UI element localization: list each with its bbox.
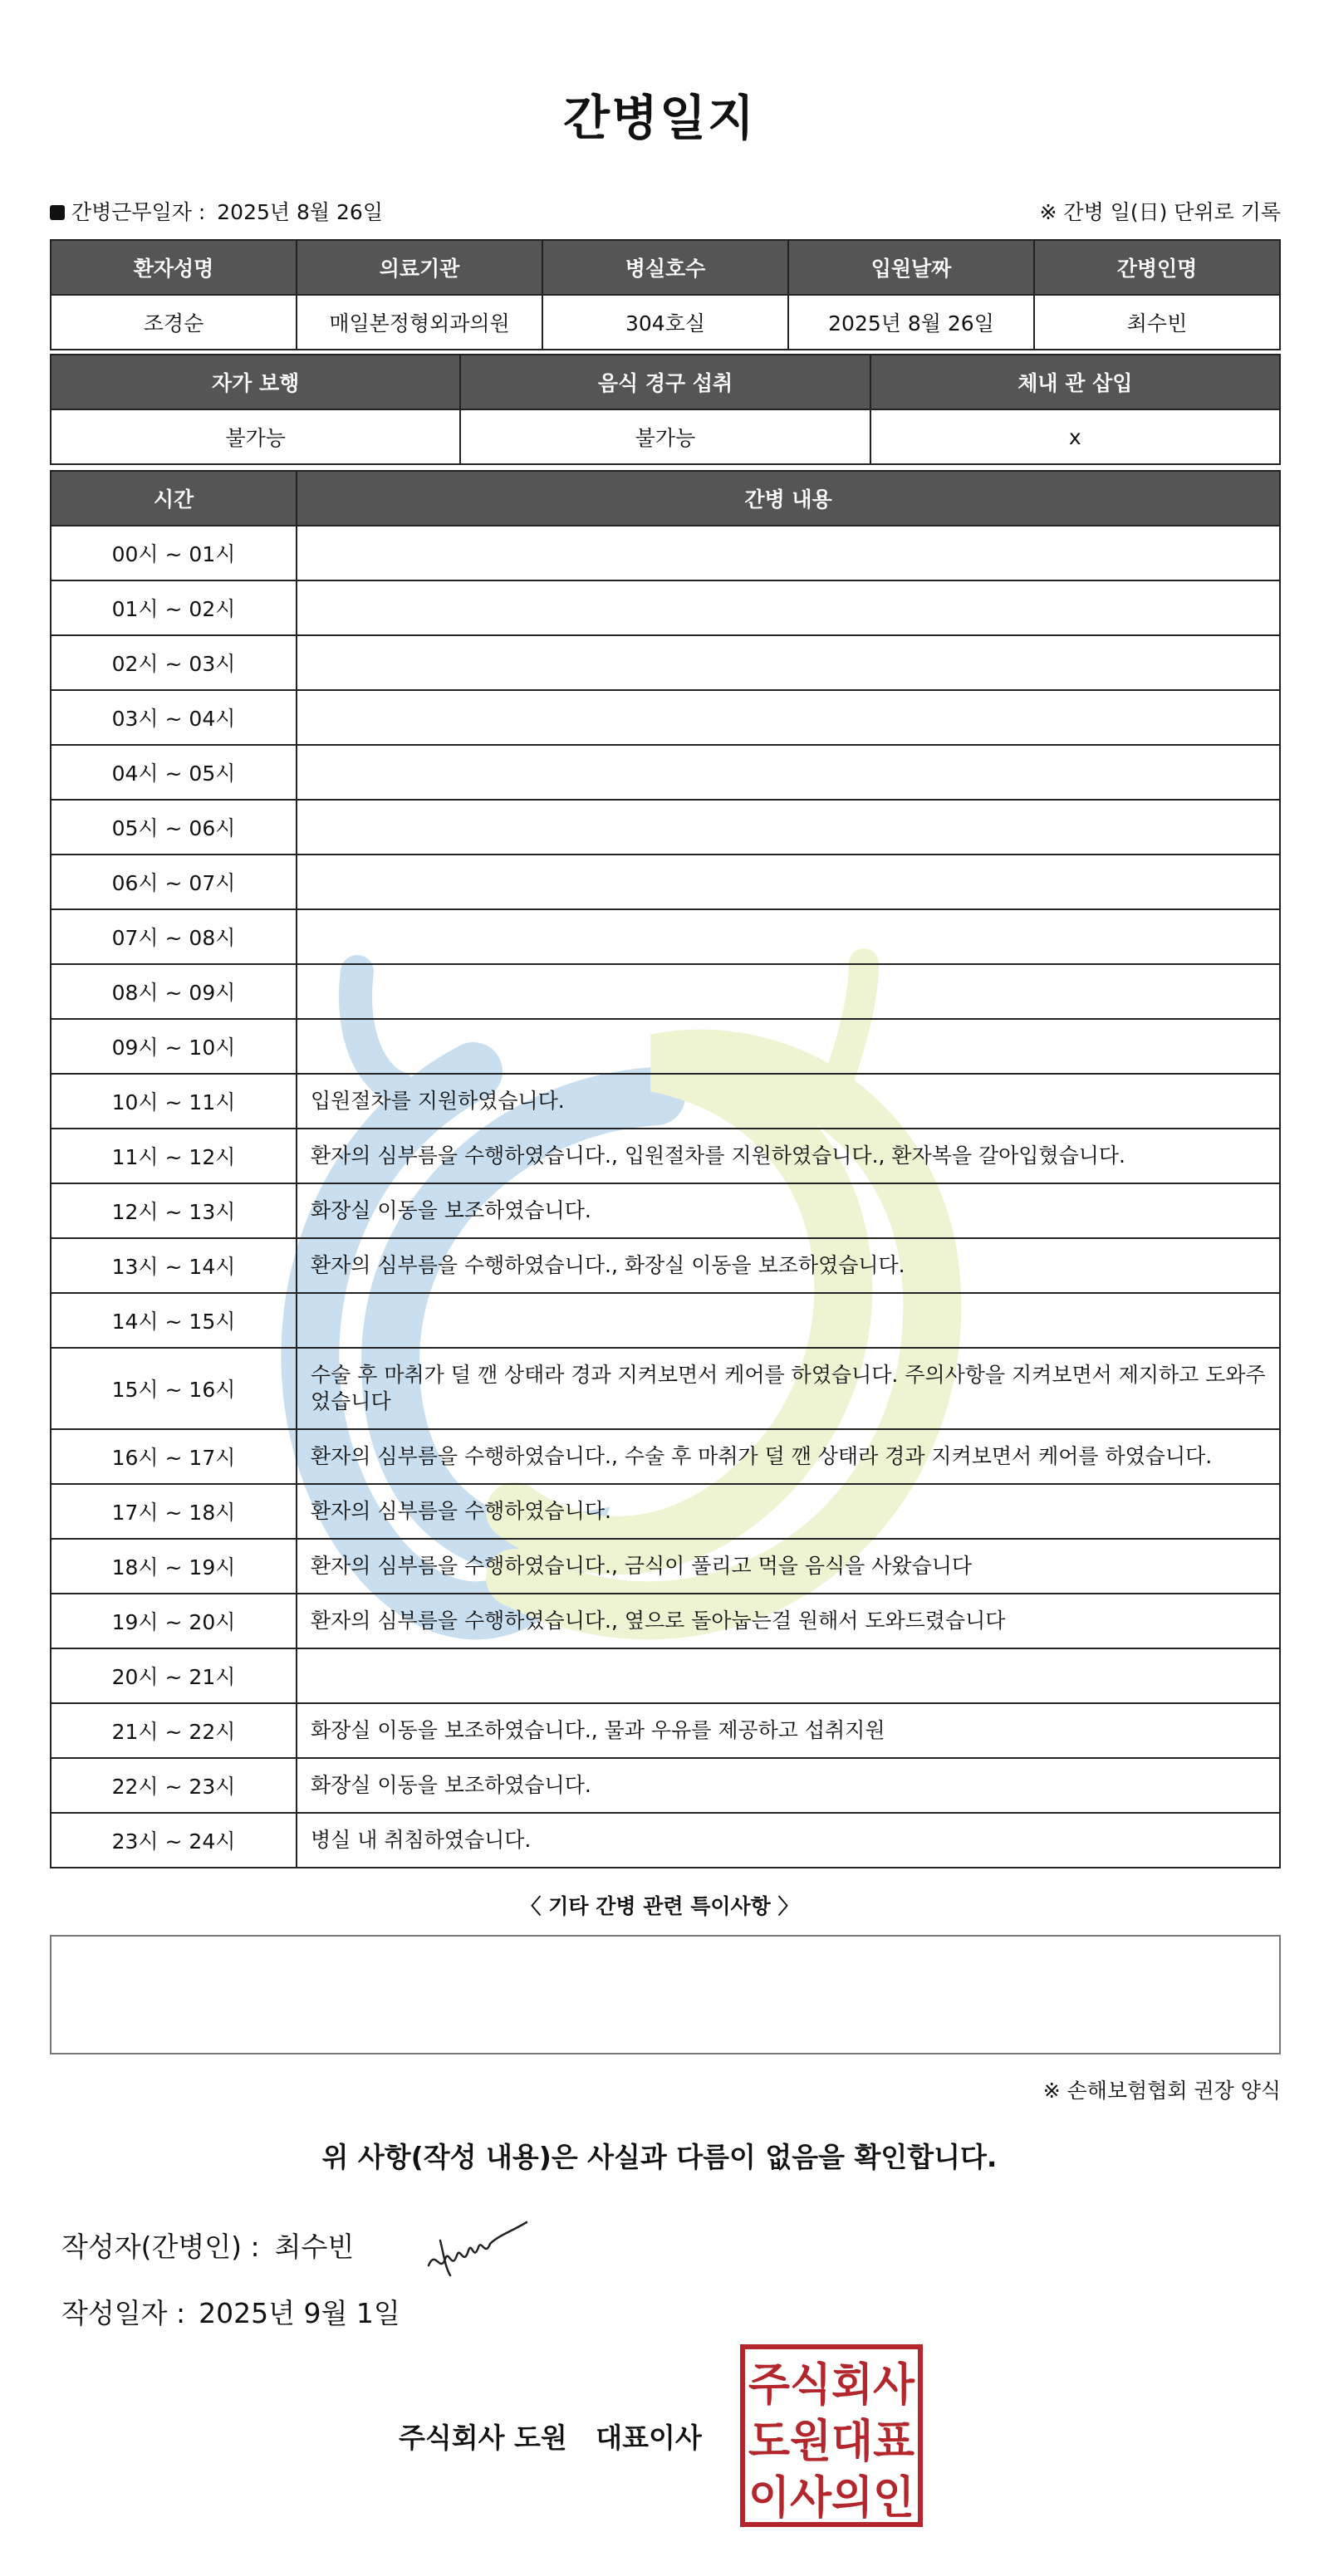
log-time: 03시 ~ 04시	[51, 690, 297, 745]
header-hospital: 의료기관	[297, 240, 542, 295]
table-row	[51, 1703, 1280, 1758]
table-row	[51, 745, 1280, 800]
log-content	[297, 1293, 1280, 1348]
table-row	[51, 909, 1280, 964]
table-row	[51, 1074, 1280, 1129]
log-time: 17시 ~ 18시	[51, 1484, 297, 1539]
log-content: 화장실 이동을 보조하였습니다.	[297, 1758, 1280, 1813]
header-self-walking: 자가 보행	[51, 355, 460, 409]
log-content	[297, 800, 1280, 855]
table-row	[51, 964, 1280, 1019]
table-row	[51, 526, 1280, 580]
extra-notes-box	[50, 1935, 1281, 2054]
patient-status-value-row	[51, 409, 1280, 464]
log-content: 화장실 이동을 보조하였습니다., 물과 우유를 제공하고 섭취지원	[297, 1703, 1280, 1758]
table-row	[51, 800, 1280, 855]
header-care-content: 간병 내용	[297, 471, 1280, 526]
table-row	[51, 1594, 1280, 1648]
log-content	[297, 1648, 1280, 1703]
patient-info-header-row	[51, 240, 1280, 295]
log-time: 22시 ~ 23시	[51, 1758, 297, 1813]
log-time: 11시 ~ 12시	[51, 1129, 297, 1183]
log-content: 병실 내 취침하였습니다.	[297, 1813, 1280, 1868]
write-date-line	[61, 2292, 400, 2331]
log-content: 수술 후 마취가 덜 깬 상태라 경과 지켜보면서 케어를 하였습니다. 주의사항을 지켜보면서 제지하고 도와주었습니다	[297, 1348, 1280, 1429]
writer-label: 작성자(간병인) :	[61, 2231, 260, 2263]
caregiver-name: 최수빈	[1034, 295, 1280, 350]
header-caregiver: 간병인명	[1034, 240, 1280, 295]
log-time: 04시 ~ 05시	[51, 745, 297, 800]
log-time: 23시 ~ 24시	[51, 1813, 297, 1868]
hospital-name: 매일본정형외과의원	[297, 295, 542, 350]
work-date-label: 간병근무일자 :	[71, 200, 206, 224]
header-room: 병실호수	[542, 240, 788, 295]
log-time: 14시 ~ 15시	[51, 1293, 297, 1348]
patient-info-value-row	[51, 295, 1280, 350]
table-row	[51, 1348, 1280, 1429]
log-time: 00시 ~ 01시	[51, 526, 297, 580]
square-bullet-icon	[50, 205, 65, 220]
log-time: 08시 ~ 09시	[51, 964, 297, 1019]
log-content: 환자의 심부름을 수행하였습니다., 금식이 풀리고 먹을 음식을 사왔습니다	[297, 1539, 1280, 1594]
extra-notes-title: 〈 기타 간병 관련 특이사항 〉	[520, 1894, 799, 1918]
table-row	[51, 1183, 1280, 1238]
log-time: 10시 ~ 11시	[51, 1074, 297, 1129]
table-row	[51, 580, 1280, 635]
work-date-value: 2025년 8월 26일	[217, 200, 383, 224]
table-row	[51, 1129, 1280, 1183]
table-row	[51, 1293, 1280, 1348]
write-date-value: 2025년 9월 1일	[199, 2297, 400, 2329]
confirmation-statement: 위 사항(작성 내용)은 사실과 다름이 없음을 확인합니다.	[321, 2141, 998, 2173]
patient-name: 조경순	[51, 295, 297, 350]
table-row	[51, 1813, 1280, 1868]
patient-status-header-row	[51, 355, 1280, 409]
header-patient-name: 환자성명	[51, 240, 297, 295]
patient-info-table	[50, 239, 1281, 350]
table-row	[51, 855, 1280, 909]
log-time: 09시 ~ 10시	[51, 1019, 297, 1074]
seal-text-row: 주식회사	[748, 2358, 915, 2411]
log-content	[297, 635, 1280, 690]
table-row	[51, 1429, 1280, 1484]
seal-text-row: 도원대표	[748, 2415, 914, 2467]
table-row	[51, 690, 1280, 745]
oral-intake-value: 불가능	[460, 409, 870, 464]
tube-insertion-value: x	[870, 409, 1280, 464]
patient-status-table	[50, 354, 1281, 465]
recommended-form-note: ※ 손해보험협회 권장 양식	[1042, 2079, 1281, 2103]
table-row	[51, 1539, 1280, 1594]
table-row	[51, 1648, 1280, 1703]
log-content	[297, 964, 1280, 1019]
log-content: 환자의 심부름을 수행하였습니다., 수술 후 마취가 덜 깬 상태라 경과 지켜보면서 케어를 하였습니다.	[297, 1429, 1280, 1484]
log-content: 환자의 심부름을 수행하였습니다.	[297, 1484, 1280, 1539]
care-log-header-row	[51, 471, 1280, 526]
table-row	[51, 1484, 1280, 1539]
care-log-body	[51, 526, 1280, 1868]
writer-name: 최수빈	[274, 2231, 355, 2263]
log-time: 01시 ~ 02시	[51, 580, 297, 635]
header-tube-insertion: 체내 관 삽입	[870, 355, 1280, 409]
log-content: 환자의 심부름을 수행하였습니다., 입원절차를 지원하였습니다., 환자복을 갈아입혔습니다.	[297, 1129, 1280, 1183]
self-walking-value: 불가능	[51, 409, 460, 464]
log-content	[297, 745, 1280, 800]
log-content	[297, 580, 1280, 635]
log-time: 16시 ~ 17시	[51, 1429, 297, 1484]
log-content	[297, 526, 1280, 580]
write-date-label: 작성일자 :	[61, 2297, 186, 2329]
log-content: 환자의 심부름을 수행하였습니다., 옆으로 돌아눕는걸 원해서 도와드렸습니다	[297, 1594, 1280, 1648]
log-time: 19시 ~ 20시	[51, 1594, 297, 1648]
work-date-line	[50, 196, 383, 226]
table-row	[51, 1238, 1280, 1293]
log-content	[297, 909, 1280, 964]
log-content	[297, 1019, 1280, 1074]
company-representative: 주식회사 도원 대표이사	[399, 2422, 702, 2454]
log-time: 21시 ~ 22시	[51, 1703, 297, 1758]
log-time: 20시 ~ 21시	[51, 1648, 297, 1703]
room-number: 304호실	[542, 295, 788, 350]
log-time: 13시 ~ 14시	[51, 1238, 297, 1293]
table-row	[51, 635, 1280, 690]
log-time: 02시 ~ 03시	[51, 635, 297, 690]
care-log-table	[50, 470, 1281, 1868]
log-time: 12시 ~ 13시	[51, 1183, 297, 1238]
log-time: 18시 ~ 19시	[51, 1539, 297, 1594]
log-content: 환자의 심부름을 수행하였습니다., 화장실 이동을 보조하였습니다.	[297, 1238, 1280, 1293]
log-content	[297, 855, 1280, 909]
log-content: 화장실 이동을 보조하였습니다.	[297, 1183, 1280, 1238]
record-unit-note: ※ 간병 일(日) 단위로 기록	[1039, 200, 1281, 224]
log-time: 05시 ~ 06시	[51, 800, 297, 855]
log-content: 입원절차를 지원하였습니다.	[297, 1074, 1280, 1129]
log-time: 06시 ~ 07시	[51, 855, 297, 909]
admission-date: 2025년 8월 26일	[788, 295, 1034, 350]
header-admission-date: 입원날짜	[788, 240, 1034, 295]
table-row	[51, 1019, 1280, 1074]
table-row	[51, 1758, 1280, 1813]
log-time: 07시 ~ 08시	[51, 909, 297, 964]
log-time: 15시 ~ 16시	[51, 1348, 297, 1429]
header-time: 시간	[51, 471, 297, 526]
document-title: 간병일지	[562, 90, 757, 146]
handwritten-signature-icon	[424, 2216, 532, 2277]
log-content	[297, 690, 1280, 745]
seal-text-row: 이사의인	[748, 2471, 914, 2524]
header-oral-intake: 음식 경구 섭취	[460, 355, 870, 409]
company-seal-icon	[738, 2342, 925, 2529]
writer-line	[61, 2226, 354, 2265]
